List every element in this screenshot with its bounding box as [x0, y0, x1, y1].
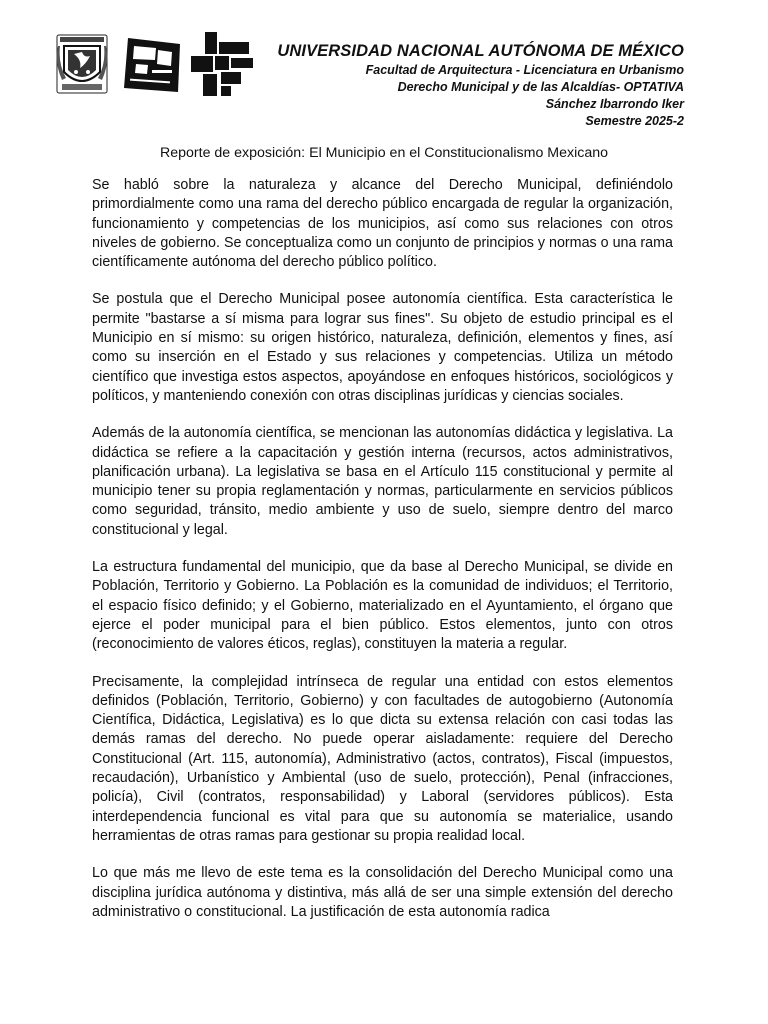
university-name: UNIVERSIDAD NACIONAL AUTÓNOMA DE MÉXICO [277, 42, 684, 60]
faculty-line: Facultad de Arquitectura - Licenciatura en Urbanismo [365, 63, 684, 77]
course-line: Derecho Municipal y de las Alcaldías- OPTATIVA [397, 80, 684, 94]
paragraph: Además de la autonomía científica, se mencionan las autonomías didáctica y legislativa. La didáctica se refiere a la capacitación y gestión interna (recursos, actos administrativos, planificación urbana). La legislativa se basa en el Artículo 115 constitucional y permite al municipio tener su propia reglamentación y normas, particularmente en servicios públicos como seguridad, tránsito, medio ambiente y uso de suelo, siempre dentro del marco constitucional y legal. [92, 425, 673, 538]
urbanismo-logo [189, 32, 255, 98]
paragraph: Se habló sobre la naturaleza y alcance del Derecho Municipal, definiéndolo primordialmente como una rama del derecho público encargada de regular la organización, funcionamiento y competencias de los municipios, así como sus relaciones con otros niveles de gobierno. Se conceptualiza como un conjunto de principios y normas o una rama científicamente autónoma del derecho público político. [92, 177, 673, 271]
semester-line: Semestre 2025-2 [585, 114, 684, 128]
paragraph: La estructura fundamental del municipio, que da base al Derecho Municipal, se divide en Población, Territorio y Gobierno. La Población es la comunidad de individuos; el Territorio, el espacio físico definido; y el Gobierno, materializado en el Ayuntamiento, el órgano que ejerce el poder municipal para el bien público. Estos elementos, junto con otros (reconocimiento de valores éticos, reglas), constituyen la materia a regular. [92, 559, 673, 653]
report-title [0, 144, 768, 162]
paragraph: Precisamente, la complejidad intrínseca de regular una entidad con estos elementos definidos (Población, Territorio, Gobierno) y con facultades de autogobierno (Autonomía Científica, Didáctica, Legislativa) es lo que dicta su extensa relación con casi todas las demás ramas del derecho. No puede operar aisladamente: requiere del Derecho Constitucional (Art. 115, autonomía), Administrativo (actos, contratos), Fiscal (impuestos, recaudación), Urbanístico y Ambiental (uso de suelo, protección), Penal (infracciones, policía), Civil (contratos, responsabilidad) y Laboral (servidores públicos). Esta interdependencia funcional es vital para que su autonomía se materialice, usando herramientas de otras ramas para gestionar su propia realidad local. [92, 673, 673, 844]
paragraph: Se postula que el Derecho Municipal posee autonomía científica. Esta característica le permite "bastarse a sí misma para lograr sus fines". Su objeto de estudio principal es el Municipio en sí mismo: su origen histórico, naturaleza, definición, elementos y fines, así como su inserción en el Estado y sus relaciones y competencias. Utiliza un método científico que investiga estos aspectos, apoyándose en enfoques históricos, sociológicos y políticos, y manteniendo conexión con otras disciplinas jurídicas y ciencias sociales. [92, 291, 673, 404]
header-logos [56, 30, 256, 106]
report-title-topic: El Municipio en el Constitucionalismo Mexicano [309, 145, 608, 161]
author-name: Sánchez Ibarrondo Iker [545, 97, 684, 111]
facultad-arquitectura-logo [122, 34, 184, 96]
report-body [92, 176, 673, 940]
paragraph: Lo que más me llevo de este tema es la consolidación del Derecho Municipal como una disciplina jurídica autónoma y distintiva, más allá de ser una simple extensión del derecho administrativo o constitucional. La justificación de esta autonomía radica [92, 865, 673, 920]
report-title-prefix: Reporte de exposición: [160, 145, 306, 161]
unam-crest-logo [56, 34, 108, 94]
header-text-block [277, 40, 684, 130]
